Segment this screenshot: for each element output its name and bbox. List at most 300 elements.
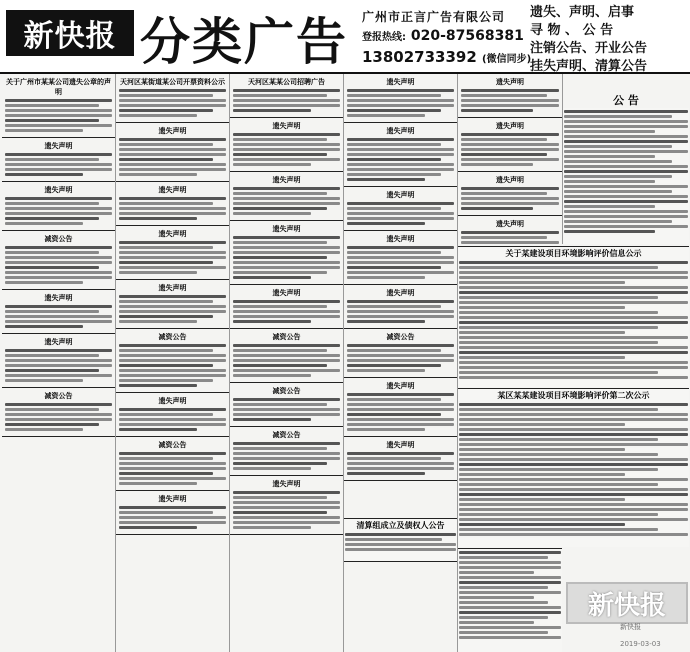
text-line bbox=[459, 576, 561, 579]
text-line bbox=[459, 433, 688, 436]
text-line bbox=[459, 523, 625, 526]
classified-ad bbox=[344, 187, 457, 231]
text-line bbox=[347, 104, 454, 107]
text-line bbox=[347, 207, 441, 210]
text-line bbox=[5, 246, 112, 249]
text-line bbox=[119, 138, 226, 141]
text-line bbox=[5, 418, 112, 421]
text-line bbox=[119, 457, 213, 460]
text-line bbox=[5, 315, 112, 318]
text-line bbox=[119, 212, 226, 215]
text-line bbox=[459, 453, 658, 456]
text-line bbox=[461, 109, 533, 112]
text-line bbox=[347, 359, 454, 362]
text-line bbox=[347, 89, 454, 92]
text-line bbox=[119, 344, 226, 347]
text-line bbox=[347, 256, 454, 259]
bottom-notices bbox=[458, 548, 562, 652]
text-line bbox=[459, 586, 548, 589]
text-line bbox=[347, 428, 425, 431]
ad-title: 遗失声明 bbox=[386, 78, 415, 86]
text-line bbox=[119, 320, 197, 323]
text-line bbox=[119, 467, 226, 470]
text-line bbox=[119, 261, 213, 264]
ad-column-5 bbox=[458, 74, 563, 244]
text-line bbox=[459, 636, 561, 639]
text-line bbox=[347, 173, 441, 176]
text-line bbox=[459, 596, 534, 599]
ad-title: 遗失声明 bbox=[44, 294, 73, 302]
text-line bbox=[5, 359, 112, 362]
agency-name: 广州市正言广告有限公司 bbox=[362, 10, 506, 24]
text-line bbox=[564, 115, 672, 118]
text-line bbox=[119, 511, 213, 514]
text-line bbox=[459, 533, 688, 536]
text-line bbox=[5, 423, 99, 426]
hotline bbox=[362, 28, 524, 44]
ad-title: 遗失声明 bbox=[158, 230, 187, 238]
text-line bbox=[233, 305, 327, 308]
ad-title: 遗失声明 bbox=[44, 186, 73, 194]
classified-ad bbox=[2, 334, 115, 388]
text-line bbox=[233, 452, 340, 455]
gonggao-heading: 公 告 bbox=[613, 94, 639, 107]
ad-title: 减资公告 bbox=[44, 392, 73, 400]
ad-title: 遗失声明 bbox=[272, 480, 301, 488]
text-line bbox=[5, 364, 112, 367]
text-line bbox=[459, 351, 688, 354]
text-line bbox=[233, 104, 340, 107]
text-line bbox=[461, 133, 559, 136]
ad-column-2 bbox=[116, 74, 230, 652]
liquidation-notice-title: 清算组成立及债权人公告 bbox=[356, 521, 445, 530]
text-line bbox=[233, 467, 311, 470]
text-line bbox=[233, 413, 340, 416]
text-line bbox=[5, 349, 112, 352]
text-line bbox=[347, 148, 454, 151]
ad-title: 遗失声明 bbox=[158, 127, 187, 135]
classified-ad bbox=[116, 329, 229, 393]
classified-ad bbox=[116, 74, 229, 123]
text-line bbox=[5, 222, 83, 225]
classified-ad bbox=[2, 231, 115, 290]
text-line bbox=[119, 359, 226, 362]
text-line bbox=[459, 478, 688, 481]
classified-ad bbox=[344, 329, 457, 378]
text-line bbox=[347, 114, 425, 117]
ad-title: 遗失声明 bbox=[44, 338, 73, 346]
text-line bbox=[347, 261, 454, 264]
classified-ad bbox=[344, 437, 457, 481]
ad-title: 减资公告 bbox=[272, 333, 301, 341]
text-line bbox=[233, 344, 340, 347]
text-line bbox=[461, 192, 547, 195]
category-line: 遗失、声明、启事 bbox=[530, 5, 635, 20]
text-line bbox=[233, 212, 311, 215]
text-line bbox=[347, 403, 454, 406]
text-line bbox=[459, 503, 688, 506]
eia-notice-2-title: 某区某某建设项目环境影响评价第二次公示 bbox=[497, 391, 650, 400]
classified-ad bbox=[116, 491, 229, 535]
ad-title: 减资公告 bbox=[386, 333, 415, 341]
text-line bbox=[459, 616, 548, 619]
text-line bbox=[347, 310, 454, 313]
text-line bbox=[119, 197, 226, 200]
text-line bbox=[347, 354, 454, 357]
ad-title: 遗失声明 bbox=[496, 176, 524, 184]
ad-column-1 bbox=[2, 74, 116, 652]
text-line bbox=[564, 135, 688, 138]
classified-ad bbox=[116, 393, 229, 437]
ad-title: 遗失声明 bbox=[272, 225, 301, 233]
text-line bbox=[5, 109, 112, 112]
text-line bbox=[564, 125, 688, 128]
text-line bbox=[564, 120, 688, 123]
text-line bbox=[459, 611, 561, 614]
text-line bbox=[459, 493, 688, 496]
text-line bbox=[347, 369, 425, 372]
text-line bbox=[347, 418, 454, 421]
ad-title: 遗失声明 bbox=[386, 235, 415, 243]
text-line bbox=[233, 143, 340, 146]
gonggao-body bbox=[563, 108, 689, 244]
ad-title: 减资公告 bbox=[158, 441, 187, 449]
classified-ad bbox=[230, 476, 343, 535]
text-line bbox=[345, 533, 456, 536]
ad-title: 遗失声明 bbox=[496, 220, 524, 228]
text-line bbox=[5, 408, 99, 411]
text-line bbox=[119, 452, 226, 455]
text-line bbox=[5, 168, 112, 171]
text-line bbox=[347, 271, 454, 274]
text-line bbox=[459, 301, 688, 304]
text-line bbox=[347, 168, 454, 171]
text-line bbox=[564, 160, 672, 163]
text-line bbox=[233, 457, 340, 460]
text-line bbox=[345, 538, 442, 541]
text-line bbox=[233, 354, 340, 357]
text-line bbox=[459, 271, 688, 274]
newspaper-logo: 新快报 bbox=[6, 10, 134, 56]
classified-ad bbox=[458, 118, 562, 172]
text-line bbox=[233, 246, 340, 249]
text-line bbox=[119, 109, 213, 112]
classified-ad bbox=[116, 280, 229, 329]
text-line bbox=[564, 205, 655, 208]
text-line bbox=[5, 413, 112, 416]
text-line bbox=[459, 316, 688, 319]
text-line bbox=[459, 571, 534, 574]
text-line bbox=[119, 143, 213, 146]
text-line bbox=[564, 175, 672, 178]
classified-ad bbox=[230, 329, 343, 383]
text-line bbox=[564, 170, 688, 173]
ad-title: 遗失声明 bbox=[272, 289, 301, 297]
ad-title: 遗失声明 bbox=[272, 122, 301, 130]
text-line bbox=[459, 281, 625, 284]
text-line bbox=[347, 212, 454, 215]
classified-ad bbox=[116, 226, 229, 280]
classified-ad bbox=[230, 383, 343, 427]
classified-ad bbox=[344, 378, 457, 437]
text-line bbox=[564, 165, 688, 168]
text-line bbox=[564, 200, 688, 203]
text-line bbox=[5, 320, 112, 323]
text-line bbox=[119, 526, 197, 529]
text-line bbox=[347, 163, 454, 166]
classified-ad bbox=[116, 182, 229, 226]
text-line bbox=[233, 187, 340, 190]
category-line: 注销公告、开业公告 bbox=[530, 41, 648, 56]
text-line bbox=[5, 251, 99, 254]
text-line bbox=[5, 124, 112, 127]
text-line bbox=[119, 418, 226, 421]
text-line bbox=[459, 551, 561, 554]
text-line bbox=[119, 472, 213, 475]
text-line bbox=[5, 99, 112, 102]
eia-notice-1 bbox=[458, 246, 689, 387]
ad-categories bbox=[530, 4, 688, 76]
section-title: 分类广告 bbox=[140, 12, 348, 71]
text-line bbox=[347, 246, 454, 249]
text-line bbox=[119, 413, 213, 416]
ad-title: 减资公告 bbox=[44, 235, 73, 243]
ad-title: 遗失声明 bbox=[158, 284, 187, 292]
text-line bbox=[564, 145, 672, 148]
text-line bbox=[5, 114, 112, 117]
text-line bbox=[119, 374, 226, 377]
text-line bbox=[233, 506, 340, 509]
text-line bbox=[461, 153, 547, 156]
text-line bbox=[459, 286, 688, 289]
text-line bbox=[233, 133, 340, 136]
text-line bbox=[233, 148, 340, 151]
text-line bbox=[347, 462, 454, 465]
text-line bbox=[5, 281, 83, 284]
text-line bbox=[119, 266, 226, 269]
text-line bbox=[347, 158, 441, 161]
text-line bbox=[459, 366, 688, 369]
text-line bbox=[119, 158, 213, 161]
ad-column-4 bbox=[344, 74, 458, 652]
text-line bbox=[5, 158, 99, 161]
text-line bbox=[347, 99, 454, 102]
text-line bbox=[119, 379, 213, 382]
text-line bbox=[5, 217, 99, 220]
text-line bbox=[564, 230, 655, 233]
text-line bbox=[5, 305, 112, 308]
text-line bbox=[5, 369, 99, 372]
text-line bbox=[119, 99, 226, 102]
text-line bbox=[459, 566, 561, 569]
hotline-number: 020-87568381 bbox=[410, 28, 524, 44]
text-line bbox=[119, 423, 226, 426]
text-line bbox=[5, 428, 83, 431]
text-line bbox=[119, 315, 213, 318]
text-line bbox=[461, 158, 559, 161]
text-line bbox=[347, 315, 454, 318]
text-line bbox=[347, 153, 454, 156]
classified-ad bbox=[2, 388, 115, 437]
text-line bbox=[564, 220, 672, 223]
text-line bbox=[119, 408, 226, 411]
text-line bbox=[459, 296, 658, 299]
text-line bbox=[461, 163, 533, 166]
text-line bbox=[461, 99, 559, 102]
text-line bbox=[461, 94, 547, 97]
text-line bbox=[459, 483, 658, 486]
text-line bbox=[459, 356, 625, 359]
text-line bbox=[459, 488, 688, 491]
classified-ad bbox=[230, 172, 343, 221]
text-line bbox=[119, 477, 226, 480]
classified-ad bbox=[458, 216, 562, 244]
text-line bbox=[459, 266, 658, 269]
text-line bbox=[233, 398, 340, 401]
classified-ad bbox=[230, 74, 343, 118]
classified-ad bbox=[458, 74, 562, 118]
text-line bbox=[347, 143, 441, 146]
text-line bbox=[564, 150, 688, 153]
text-line bbox=[233, 491, 340, 494]
text-line bbox=[461, 104, 559, 107]
text-line bbox=[459, 448, 625, 451]
text-line bbox=[461, 241, 559, 244]
text-line bbox=[459, 591, 561, 594]
text-line bbox=[119, 349, 213, 352]
text-line bbox=[459, 321, 688, 324]
text-line bbox=[459, 601, 548, 604]
hotline-label: 登报热线: bbox=[362, 32, 406, 43]
text-line bbox=[233, 276, 311, 279]
ad-title: 遗失声明 bbox=[496, 122, 524, 130]
text-line bbox=[459, 428, 688, 431]
text-line bbox=[233, 408, 340, 411]
text-line bbox=[233, 349, 327, 352]
text-line bbox=[5, 163, 112, 166]
ad-title: 遗失声明 bbox=[386, 289, 415, 297]
classified-ad bbox=[230, 285, 343, 329]
ad-title: 天河区某街道某公司开票资料公示 bbox=[120, 78, 225, 86]
classified-ad bbox=[230, 221, 343, 285]
text-line bbox=[5, 256, 112, 259]
text-line bbox=[345, 548, 456, 551]
text-line bbox=[233, 442, 340, 445]
text-line bbox=[459, 326, 658, 329]
text-line bbox=[564, 130, 655, 133]
text-line bbox=[5, 379, 83, 382]
text-line bbox=[5, 271, 112, 274]
text-line bbox=[459, 361, 688, 364]
text-line bbox=[119, 300, 213, 303]
text-line bbox=[233, 320, 311, 323]
text-line bbox=[233, 496, 327, 499]
classified-ad bbox=[2, 182, 115, 231]
text-line bbox=[119, 428, 197, 431]
text-line bbox=[459, 528, 658, 531]
text-line bbox=[233, 241, 327, 244]
ad-title: 天河区某某公司招聘广告 bbox=[248, 78, 325, 86]
text-line bbox=[347, 467, 454, 470]
text-line bbox=[119, 384, 197, 387]
text-line bbox=[233, 418, 311, 421]
text-line bbox=[233, 138, 327, 141]
text-line bbox=[459, 473, 625, 476]
ad-title: 遗失声明 bbox=[386, 127, 415, 135]
text-line bbox=[119, 89, 226, 92]
text-line bbox=[459, 438, 658, 441]
text-line bbox=[233, 447, 327, 450]
text-line bbox=[564, 140, 688, 143]
text-line bbox=[347, 408, 454, 411]
text-line bbox=[119, 217, 197, 220]
text-line bbox=[119, 310, 226, 313]
text-line bbox=[461, 207, 533, 210]
text-line bbox=[564, 185, 688, 188]
text-line bbox=[119, 94, 213, 97]
ad-column-3 bbox=[230, 74, 344, 652]
text-line bbox=[5, 197, 112, 200]
classified-ad bbox=[116, 437, 229, 491]
text-line bbox=[5, 266, 99, 269]
text-line bbox=[119, 148, 226, 151]
text-line bbox=[347, 251, 441, 254]
text-line bbox=[459, 606, 561, 609]
text-line bbox=[459, 518, 688, 521]
ad-title: 遗失声明 bbox=[158, 186, 187, 194]
text-line bbox=[347, 349, 441, 352]
text-line bbox=[119, 241, 226, 244]
text-line bbox=[459, 418, 688, 421]
text-line bbox=[459, 556, 548, 559]
classified-ad bbox=[230, 427, 343, 476]
text-line bbox=[119, 369, 226, 372]
masthead bbox=[0, 0, 690, 74]
text-line bbox=[459, 423, 625, 426]
text-line bbox=[461, 202, 559, 205]
text-line bbox=[347, 138, 454, 141]
category-line: 挂失声明、清算公告 bbox=[530, 59, 648, 74]
text-line bbox=[347, 94, 441, 97]
text-line bbox=[119, 516, 226, 519]
text-line bbox=[564, 180, 655, 183]
text-line bbox=[5, 119, 99, 122]
text-line bbox=[347, 344, 454, 347]
text-line bbox=[347, 217, 454, 220]
text-line bbox=[5, 212, 112, 215]
text-line bbox=[461, 187, 559, 190]
text-line bbox=[119, 354, 226, 357]
text-line bbox=[459, 463, 688, 466]
classified-ad bbox=[116, 123, 229, 182]
text-line bbox=[119, 305, 226, 308]
text-line bbox=[119, 462, 226, 465]
text-line bbox=[459, 413, 688, 416]
text-line bbox=[5, 403, 112, 406]
text-line bbox=[119, 163, 226, 166]
text-line bbox=[564, 210, 688, 213]
text-line bbox=[233, 511, 327, 514]
text-line bbox=[233, 251, 340, 254]
text-line bbox=[461, 231, 559, 234]
text-line bbox=[459, 621, 534, 624]
text-line bbox=[459, 291, 688, 294]
text-line bbox=[119, 482, 197, 485]
mobile-number: 13802733392 bbox=[362, 48, 477, 66]
text-line bbox=[119, 246, 213, 249]
text-line bbox=[461, 148, 559, 151]
text-line bbox=[5, 153, 112, 156]
